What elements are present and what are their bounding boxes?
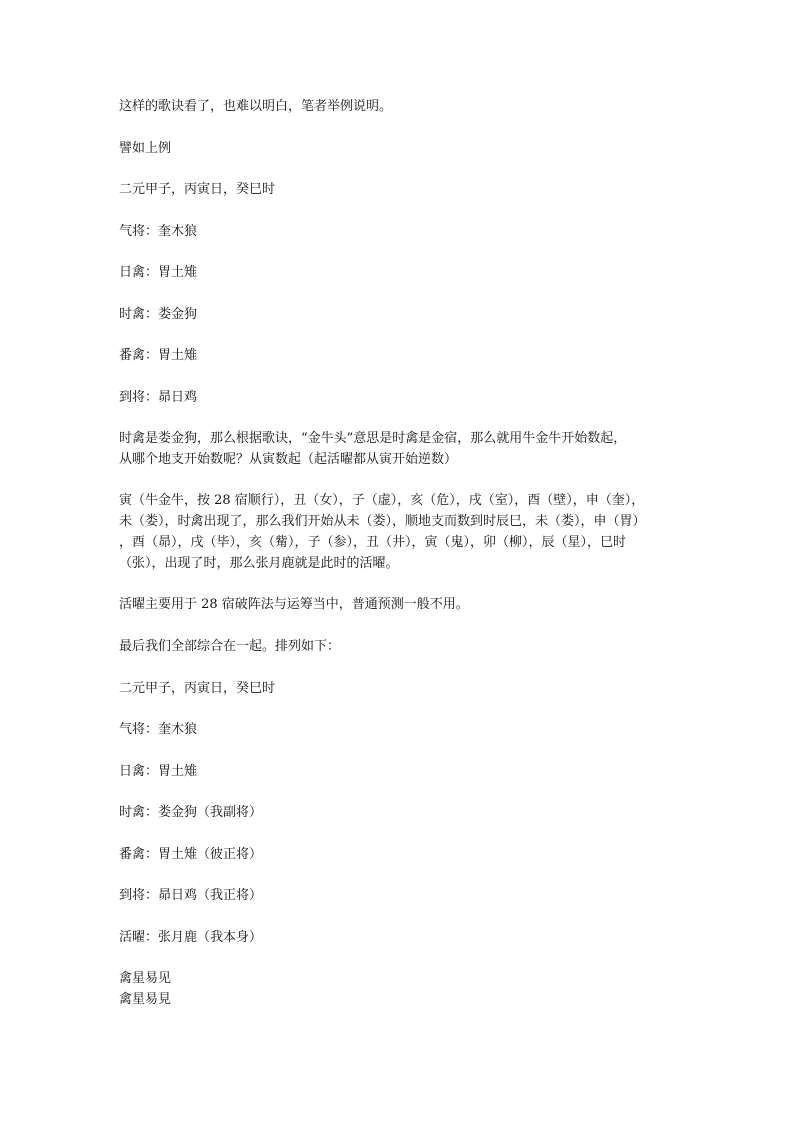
text-line: 禽星易見 xyxy=(119,992,172,1007)
paragraph-active-star-summary: 活曜：张月鹿（我本身） xyxy=(119,930,263,945)
text-line: 从哪个地支开始数呢？从寅数起（起活曜都从寅开始逆数） xyxy=(119,452,458,467)
paragraph-fan-star: 番禽：胃土雉 xyxy=(119,348,198,363)
paragraph-arrival-general-summary: 到将：昴日鸡（我正将） xyxy=(119,888,263,903)
text-line: （张），出现了时，那么张月鹿就是此时的活曜。 xyxy=(119,556,399,571)
paragraph-hour-star: 时禽：娄金狗 xyxy=(119,307,198,322)
paragraph-intro: 这样的歌诀看了，也难以明白，笔者举例说明。 xyxy=(119,99,393,114)
paragraph-example-heading: 譬如上例 xyxy=(119,141,172,156)
paragraph-qi-general: 气将：奎木狼 xyxy=(119,224,198,239)
paragraph-day-star: 日禽：胃土雉 xyxy=(119,265,198,280)
text-line: 寅（牛金牛，按 28 宿顺行），丑（女），子（虚），亥（危），戌（室），酉（壁），申（奎）， xyxy=(119,493,645,508)
text-line: ，酉（昴），戌（毕），亥（觜），子（参），丑（井），寅（鬼），卯（柳），辰（星），巳时 xyxy=(119,535,627,550)
paragraph-arrival-general: 到将：昴日鸡 xyxy=(119,390,198,405)
paragraph-qi-general-summary: 气将：奎木狼 xyxy=(119,722,198,737)
paragraph-summary-intro: 最后我们全部综合在一起。排列如下： xyxy=(119,639,341,654)
text-line: 时禽是娄金狗，那么根据歌诀，“金牛头”意思是时禽是金宿，那么就用牛金牛开始数起， xyxy=(119,431,627,446)
paragraph-counting-sequence xyxy=(119,490,679,574)
paragraph-day-star-summary: 日禽：胃土雉 xyxy=(119,764,198,779)
paragraph-hour-star-summary: 时禽：娄金狗（我副将） xyxy=(119,805,263,820)
paragraph-footer-title xyxy=(119,968,679,1010)
paragraph-date: 二元甲子，丙寅日，癸巳时 xyxy=(119,182,276,197)
paragraph-explanation xyxy=(119,428,679,470)
text-line: 禽星易见 xyxy=(119,971,172,986)
paragraph-date-summary: 二元甲子，丙寅日，癸巳时 xyxy=(119,681,276,696)
paragraph-fan-star-summary: 番禽：胃土雉（彼正将） xyxy=(119,847,263,862)
paragraph-usage-note: 活曜主要用于 28 宿破阵法与运筹当中，普通预测一般不用。 xyxy=(119,597,469,612)
text-line: 未（娄），时禽出现了，那么我们开始从未（娄），顺地支而数到时辰巳，未（娄），申（胃） xyxy=(119,514,646,529)
